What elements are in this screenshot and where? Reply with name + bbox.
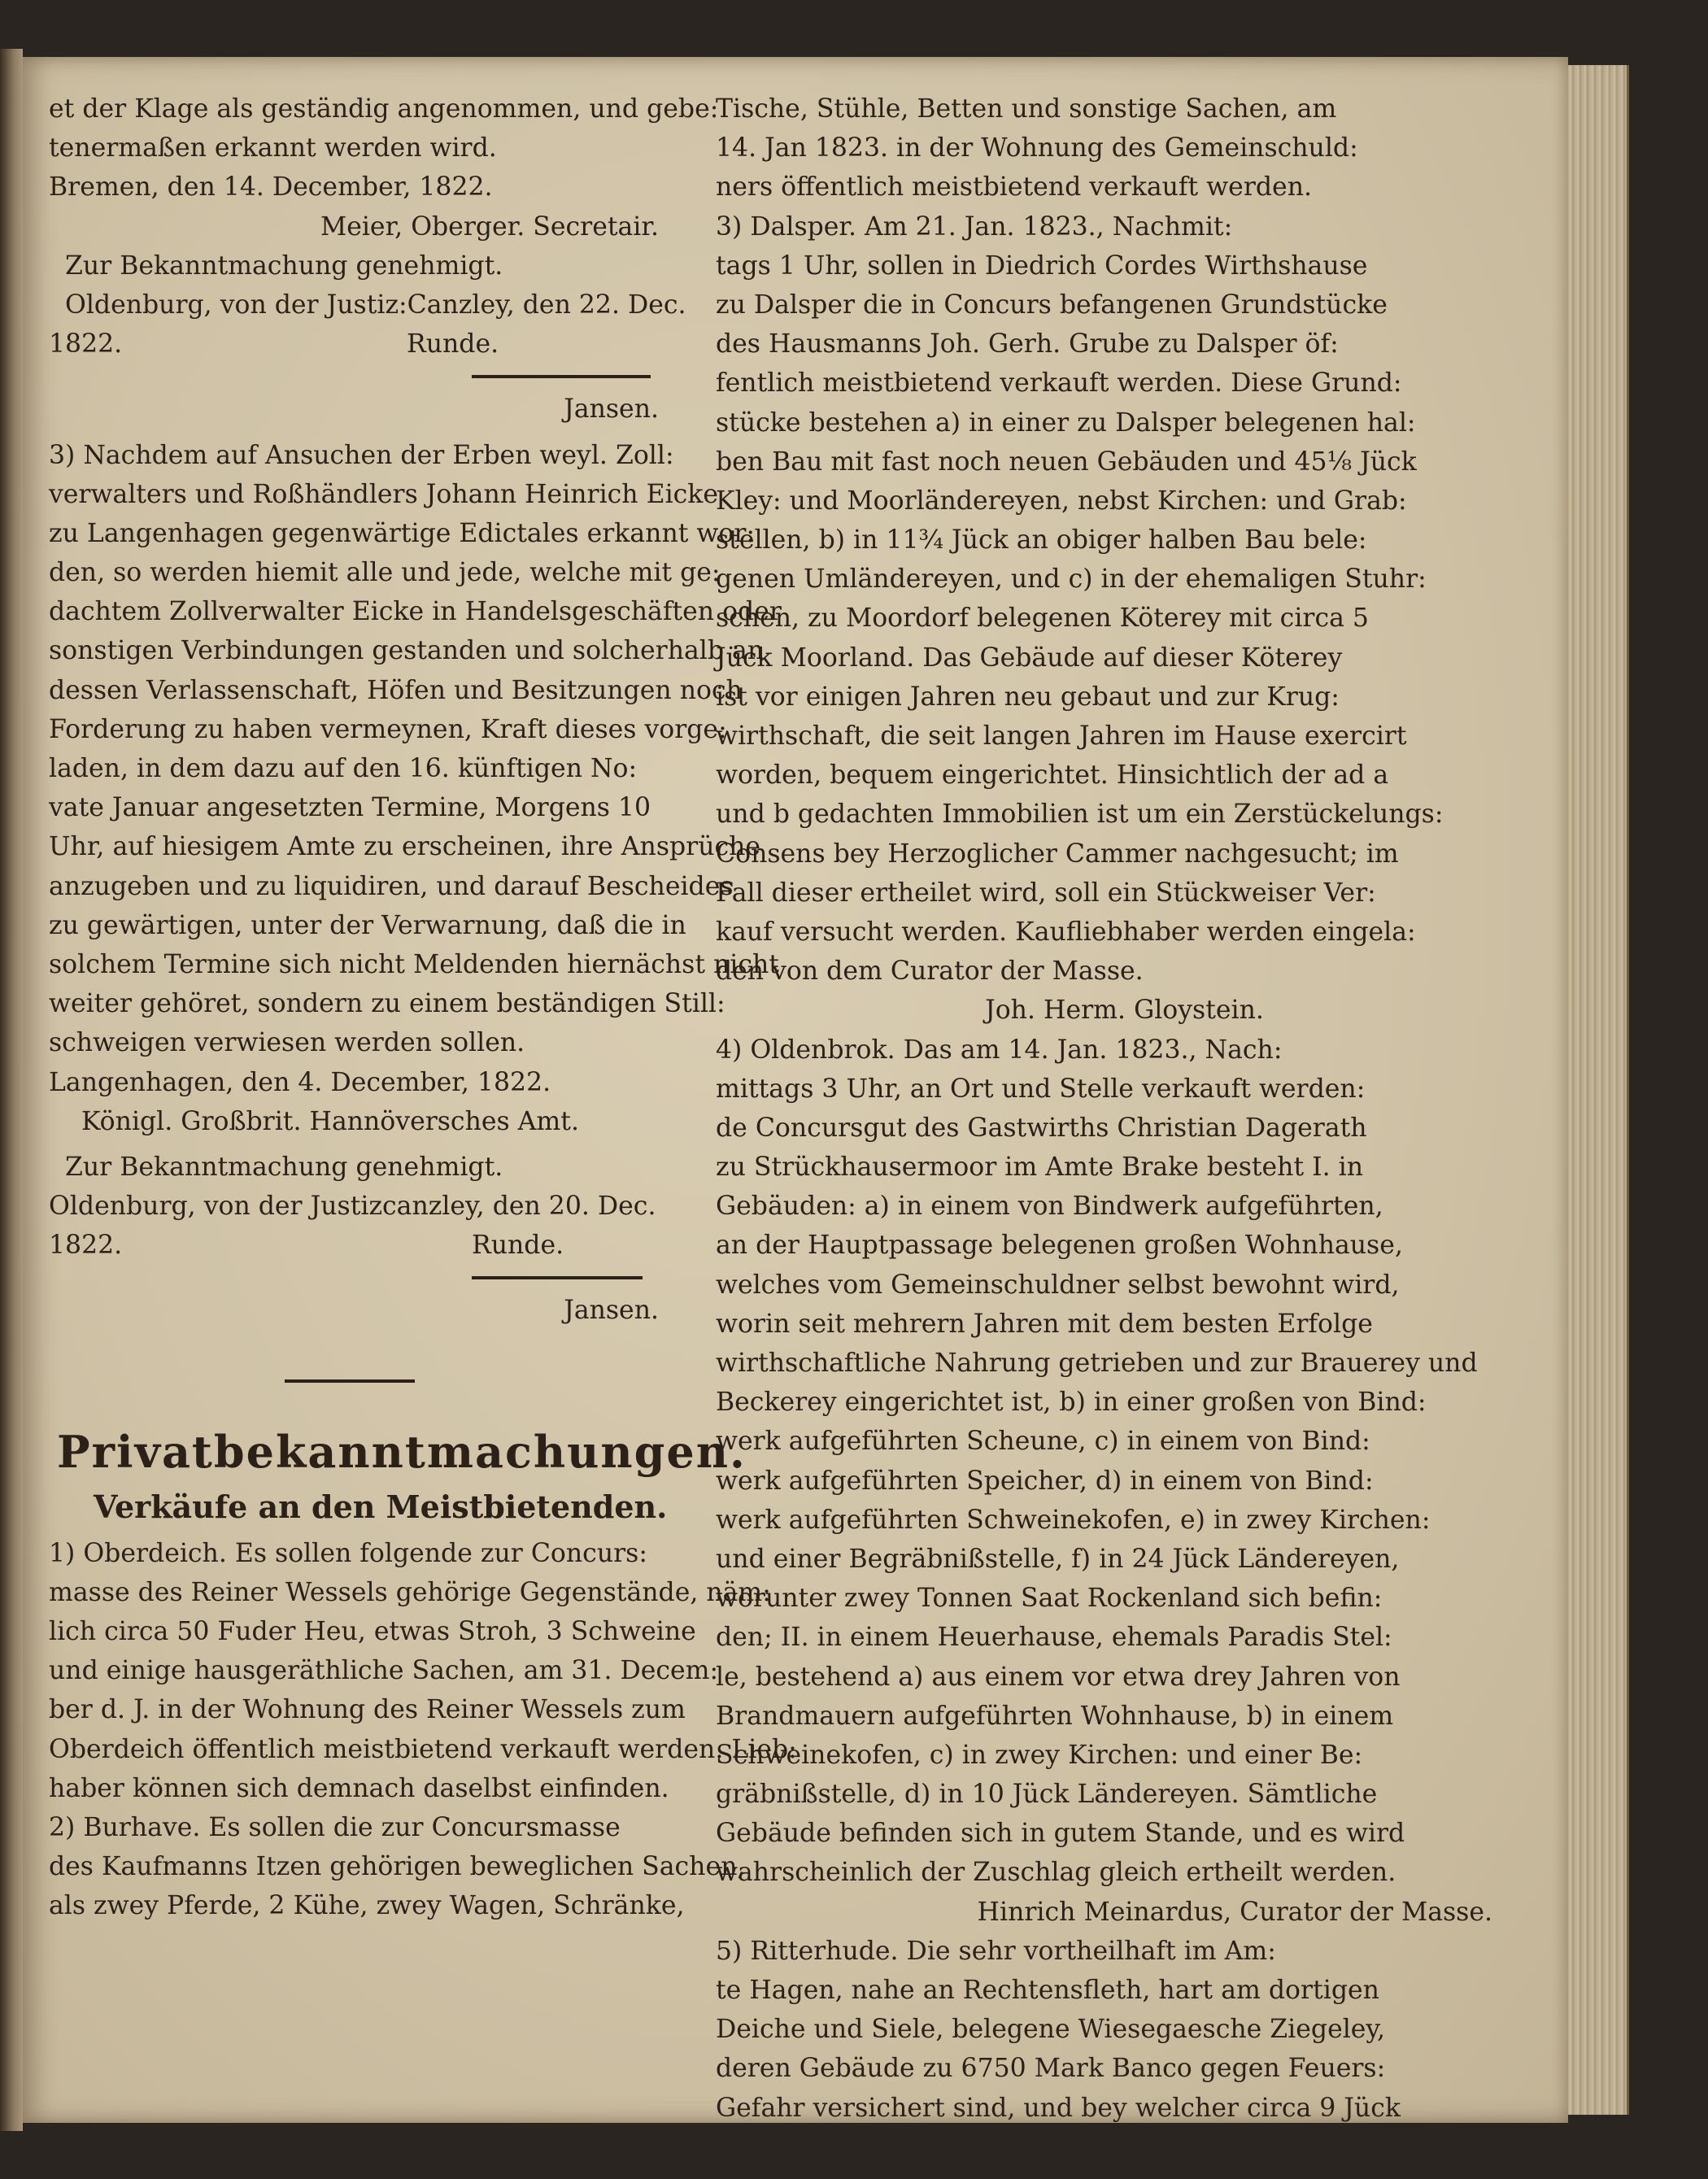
text-line: und einer Begräbnißstelle, f) in 24 Jück Ländereyen,	[716, 1544, 1400, 1574]
text-line: 5) Ritterhude. Die sehr vortheilhaft im Am:	[716, 1936, 1276, 1966]
text-line: und b gedachten Immobilien ist um ein Zerstückelungs:	[716, 800, 1444, 830]
text-line: zu Dalsper die in Concurs befangenen Grundstücke	[716, 290, 1388, 320]
text-line: Brandmauern aufgeführten Wohnhause, b) in einem	[716, 1701, 1394, 1731]
text-line: worunter zwey Tonnen Saat Rockenland sich befin:	[716, 1584, 1383, 1614]
text-line: worden, bequem eingerichtet. Hinsichtlich der ad a	[716, 760, 1389, 791]
text-line: dessen Verlassenschaft, Höfen und Besitzungen noch	[49, 675, 743, 705]
page-stack-edge	[1568, 65, 1629, 2115]
text-line: dachtem Zollverwalter Eicke in Handelsgeschäften oder	[49, 597, 782, 627]
text-line: wirthschaftliche Nahrung getrieben und zur Brauerey und	[716, 1349, 1478, 1378]
text-line: kauf versucht werden. Kaufliebhaber werden eingela:	[716, 917, 1416, 947]
text-line: den; II. in einem Heuerhause, ehemals Paradis Stel:	[716, 1623, 1392, 1653]
signature-gloystein: Joh. Herm. Gloystein.	[985, 996, 1264, 1026]
section-subheading: Verkäufe an den Meistbietenden.	[94, 1488, 668, 1525]
jansen-signature: Jansen.	[564, 1296, 659, 1326]
text-line: gräbnißstelle, d) in 10 Jück Ländereyen. Sämtliche	[716, 1780, 1378, 1810]
text-line: Forderung zu haben vermeynen, Kraft dieses vorge:	[49, 714, 727, 744]
place-date-line: Oldenburg, von der Justizcanzley, den 20. Dec.	[49, 1192, 656, 1222]
burhave-continuation	[716, 89, 1533, 207]
text-line: tenermaßen erkannt werden wird.	[49, 133, 497, 163]
text-line: Jück Moorland. Das Gebäude auf dieser Köterey	[716, 643, 1343, 673]
right-column	[716, 89, 1533, 2128]
text-line: Consens bey Herzoglicher Cammer nachgesucht; im	[716, 839, 1399, 869]
left-column	[49, 89, 797, 1926]
text-line: schen, zu Moordorf belegenen Köterey mit circa 5	[716, 604, 1369, 634]
text-line: tags 1 Uhr, sollen in Diedrich Cordes Wirthshause	[716, 251, 1368, 281]
text-line: wahrscheinlich der Zuschlag gleich ertheilt werden.	[716, 1858, 1396, 1888]
text-line: verwalters und Roßhändlers Johann Heinrich Eicke	[49, 479, 719, 509]
text-line: 3) Dalsper. Am 21. Jan. 1823., Nachmit:	[716, 211, 1233, 242]
text-line: Deiche und Siele, belegene Wiesegaesche Ziegeley,	[716, 2015, 1386, 2045]
year-runde-line	[49, 325, 699, 364]
text-line: le, bestehend a) aus einem vor etwa drey Jahren von	[716, 1662, 1401, 1692]
text-line: Beckerey eingerichtet ist, b) in einer großen von Bind:	[716, 1388, 1427, 1418]
text-line: et der Klage als geständig angenommen, und gebe:	[49, 94, 719, 124]
text-line: zu Strückhausermoor im Amte Brake besteht I. in	[716, 1153, 1363, 1183]
divider-rule	[472, 375, 651, 378]
text-line: Gebäude befinden sich in gutem Stande, und es wird	[716, 1819, 1405, 1849]
text-line: Kley: und Moorländereyen, nebst Kirchen: und Grab:	[716, 486, 1407, 516]
text-line: ist vor einigen Jahren neu gebaut und zur Krug:	[716, 682, 1340, 712]
divider-rule	[472, 1276, 643, 1279]
text-line: ben Bau mit fast noch neuen Gebäuden und 45⅛ Jück	[716, 447, 1417, 477]
text-line: genen Umländereyen, und c) in der ehemaligen Stuhr:	[716, 564, 1427, 595]
text-line: mittags 3 Uhr, an Ort und Stelle verkauft werden:	[716, 1074, 1366, 1104]
notice-oberdeich	[49, 1534, 797, 1808]
text-line: den von dem Curator der Masse.	[716, 957, 1144, 987]
signature-meinardus: Hinrich Meinardus, Curator der Masse.	[977, 1897, 1492, 1927]
text-line: schweigen verwiesen werden sollen.	[49, 1028, 525, 1058]
text-line: vate Januar angesetzten Termine, Morgens 10	[49, 793, 651, 823]
text-line: ber d. J. in der Wohnung des Reiner Wessels zum	[49, 1695, 686, 1725]
section-divider	[285, 1379, 415, 1383]
text-line: laden, in dem dazu auf den 16. künftigen No:	[49, 754, 638, 783]
text-line: wirthschaft, die seit langen Jahren im Hause exercirt	[716, 721, 1407, 751]
text-line: und einige hausgeräthliche Sachen, am 31. Decem:	[49, 1656, 719, 1686]
text-line: ners öffentlich meistbietend verkauft werden.	[716, 172, 1312, 203]
text-line: des Kaufmanns Itzen gehörigen beweglichen Sachen,	[49, 1852, 746, 1882]
approval-line: Zur Bekanntmachung genehmigt.	[65, 1152, 503, 1182]
text-line: als zwey Pferde, 2 Kühe, zwey Wagen, Schränke,	[49, 1891, 685, 1921]
year-runde-line	[49, 1226, 699, 1265]
notice-langenhagen	[49, 436, 782, 1063]
text-line: lich circa 50 Fuder Heu, etwas Stroh, 3 Schweine	[49, 1617, 696, 1646]
notice-ritterhude	[716, 1932, 1533, 2128]
text-line: deren Gebäude zu 6750 Mark Banco gegen Feuers:	[716, 2054, 1386, 2084]
text-line: zu gewärtigen, unter der Verwarnung, daß die in	[49, 910, 686, 940]
text-line: an der Hauptpassage belegenen großen Wohnhause,	[716, 1231, 1403, 1261]
notice-burhave	[49, 1808, 746, 1926]
text-line: worin seit mehrern Jahren mit dem besten Erfolge	[716, 1309, 1373, 1339]
text-line: werk aufgeführten Speicher, d) in einem von Bind:	[716, 1466, 1374, 1496]
text-line: 4) Oldenbrok. Das am 14. Jan. 1823., Nach:	[716, 1035, 1283, 1065]
text-line: weiter gehöret, sondern zu einem beständigen Still:	[49, 989, 725, 1019]
year-label: 1822.	[49, 1231, 123, 1261]
text-line: welches vom Gemeinschuldner selbst bewohnt wird,	[716, 1270, 1400, 1300]
text-line: den, so werden hiemit alle und jede, welche mit ge:	[49, 558, 721, 588]
date-langenhagen: Langenhagen, den 4. December, 1822.	[49, 1067, 551, 1097]
text-line: Oberdeich öffentlich meistbietend verkauft werden. Lieb:	[49, 1734, 797, 1764]
notice-oldenbrok	[716, 1031, 1533, 1893]
text-line: Schweinekofen, c) in zwey Kirchen: und einer Be:	[716, 1740, 1363, 1770]
text-line: haber können sich demnach daselbst einfinden.	[49, 1773, 669, 1803]
text-line: werk aufgeführten Scheune, c) in einem von Bind:	[716, 1427, 1370, 1457]
text-line: des Hausmanns Joh. Gerh. Grube zu Dalsper öf:	[716, 329, 1339, 360]
text-line: Bremen, den 14. December, 1822.	[49, 172, 493, 203]
text-line: werk aufgeführten Schweinekofen, e) in zwey Kirchen:	[716, 1505, 1431, 1535]
text-line: zu Langenhagen gegenwärtige Edictales erkannt wor:	[49, 518, 756, 548]
closing-text-block	[49, 89, 719, 207]
jansen-signature: Jansen.	[564, 394, 659, 425]
runde-signature: Runde.	[407, 329, 499, 360]
text-line: Tische, Stühle, Betten und sonstige Sachen, am	[716, 94, 1337, 124]
text-line: stellen, b) in 11¾ Jück an obiger halben Bau bele:	[716, 525, 1367, 556]
text-line: 14. Jan 1823. in der Wohnung des Gemeinschuld:	[716, 133, 1358, 163]
text-line: te Hagen, nahe an Rechtensfleth, hart am dortigen	[716, 1976, 1379, 2005]
text-line: stücke bestehen a) in einer zu Dalsper belegenen hal:	[716, 407, 1416, 438]
text-line: sonstigen Verbindungen gestanden und solcherhalb an	[49, 636, 765, 666]
text-line: Gebäuden: a) in einem von Bindwerk aufgeführten,	[716, 1192, 1383, 1222]
signature-meier: Meier, Oberger. Secretair.	[320, 211, 659, 242]
text-line: Uhr, auf hiesigem Amte zu erscheinen, ihre Ansprüche	[49, 832, 761, 862]
text-line: masse des Reiner Wessels gehörige Gegenstände, näm:	[49, 1577, 771, 1607]
previous-page-edge	[0, 49, 23, 2131]
text-line: de Concursgut des Gastwirths Christian Dagerath	[716, 1113, 1367, 1143]
year-label: 1822.	[49, 329, 123, 360]
approval-line: Zur Bekanntmachung genehmigt.	[65, 251, 503, 281]
notice-dalsper	[716, 207, 1533, 991]
text-line: anzugeben und zu liquidiren, und darauf Bescheides	[49, 871, 734, 901]
text-line: 2) Burhave. Es sollen die zur Concursmasse	[49, 1812, 621, 1842]
runde-signature: Runde.	[472, 1231, 564, 1261]
place-date-line: Oldenburg, von der Justiz:Canzley, den 22. Dec.	[65, 290, 686, 320]
text-line: solchem Termine sich nicht Meldenden hiernächst nicht	[49, 949, 779, 979]
text-line: Gefahr versichert sind, und bey welcher circa 9 Jück	[716, 2093, 1401, 2123]
text-line: 3) Nachdem auf Ansuchen der Erben weyl. Zoll:	[49, 440, 674, 470]
text-line: Fall dieser ertheilet wird, soll ein Stückweiser Ver:	[716, 878, 1376, 908]
section-heading: Privatbekanntmachungen.	[57, 1425, 747, 1478]
text-line: fentlich meistbietend verkauft werden. Diese Grund:	[716, 368, 1402, 399]
office-line: Königl. Großbrit. Hannöversches Amt.	[81, 1106, 579, 1136]
text-line: 1) Oberdeich. Es sollen folgende zur Concurs:	[49, 1538, 647, 1568]
